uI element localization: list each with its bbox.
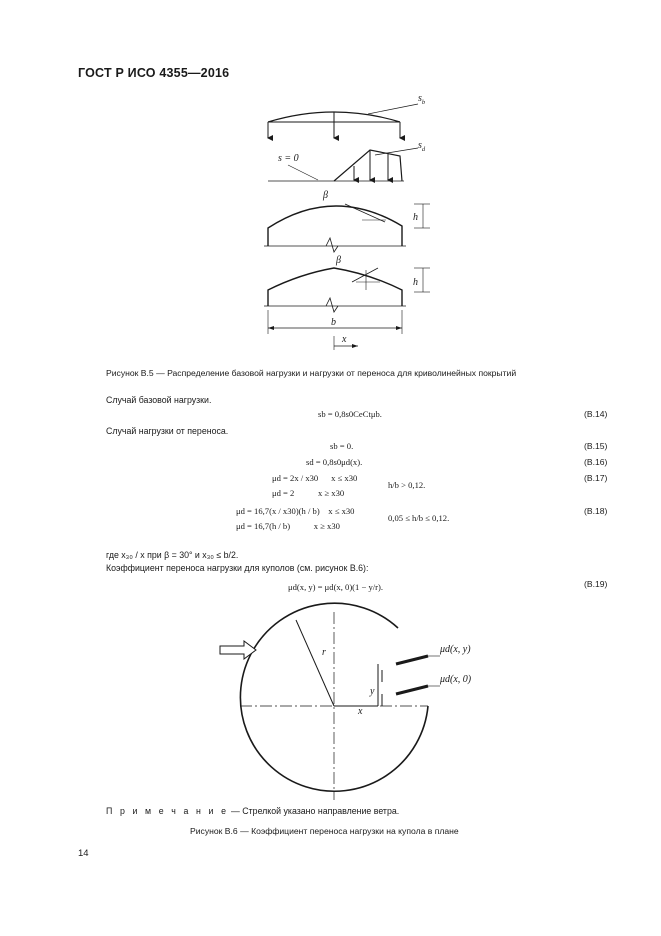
eqnum-b15: (B.15)	[584, 441, 608, 451]
label-y-b6: y	[370, 686, 375, 697]
note-prefix: П р и м е ч а н и е	[106, 806, 229, 816]
label-b: b	[331, 317, 336, 328]
formula-b14: sb = 0,8s0CeCtμb.	[318, 409, 382, 419]
case-base-text: Случай базовой нагрузки.	[106, 395, 212, 405]
load-markers	[396, 644, 472, 694]
label-r: r	[322, 647, 326, 658]
figure-b5-caption: Рисунок В.5 — Распределение базовой нагрузки и нагрузки от переноса для криволинейных покрытий	[106, 368, 517, 378]
formula-b18-line1: μd = 16,7(x / x30)(h / b) x ≤ x30	[236, 506, 355, 516]
label-beta-2: β	[336, 255, 341, 266]
page-number: 14	[78, 848, 89, 859]
domes-text: Коэффициент переноса нагрузки для куполов (см. рисунок В.6):	[106, 563, 369, 573]
label-mu-xy: μd(x, y)	[440, 644, 471, 655]
eqnum-b14: (B.14)	[584, 409, 608, 419]
eqnum-b17: (B.17)	[584, 473, 608, 483]
formula-b15: sb = 0.	[330, 441, 354, 451]
label-s-zero: s = 0	[278, 153, 299, 164]
formula-b18-condition: 0,05 ≤ h/b ≤ 0,12.	[388, 513, 450, 523]
formula-b17-line2: μd = 2 x ≥ x30	[272, 488, 345, 498]
dome-plan	[240, 603, 428, 800]
where-text: где x₃₀ / x при β = 30° и x₃₀ ≤ b/2.	[106, 550, 239, 560]
figure-b6-caption: Рисунок В.6 — Коэффициент переноса нагрузки на купола в плане	[190, 826, 459, 836]
eqnum-b18: (B.18)	[584, 506, 608, 516]
formula-b19: μd(x, y) = μd(x, 0)(1 − y/r).	[288, 582, 384, 592]
eqnum-b16: (B.16)	[584, 457, 608, 467]
label-x: x	[342, 334, 347, 345]
note-body: — Стрелкой указано направление ветра.	[228, 806, 400, 816]
formula-b16: sd = 0,8s0μd(x).	[306, 457, 363, 467]
formula-b17-line1: μd = 2x / x30 x ≤ x30	[272, 473, 358, 483]
eqnum-b19: (B.19)	[584, 579, 608, 589]
case-drift-text: Случай нагрузки от переноса.	[106, 426, 229, 436]
label-mu-x0: μd(x, 0)	[440, 674, 472, 685]
label-x-b6: x	[358, 706, 363, 717]
formula-b18-line2: μd = 16,7(h / b) x ≥ x30	[236, 521, 340, 531]
formula-b17-condition: h/b > 0,12.	[388, 480, 426, 490]
note-text	[106, 806, 399, 816]
label-h-1: h	[413, 212, 418, 223]
label-h-2: h	[413, 277, 418, 288]
document-header: ГОСТ Р ИСО 4355—2016	[78, 66, 230, 80]
label-sd: $s_d$	[418, 140, 426, 153]
label-sb: $s_b$	[418, 93, 426, 106]
label-beta-1: β	[323, 190, 328, 201]
